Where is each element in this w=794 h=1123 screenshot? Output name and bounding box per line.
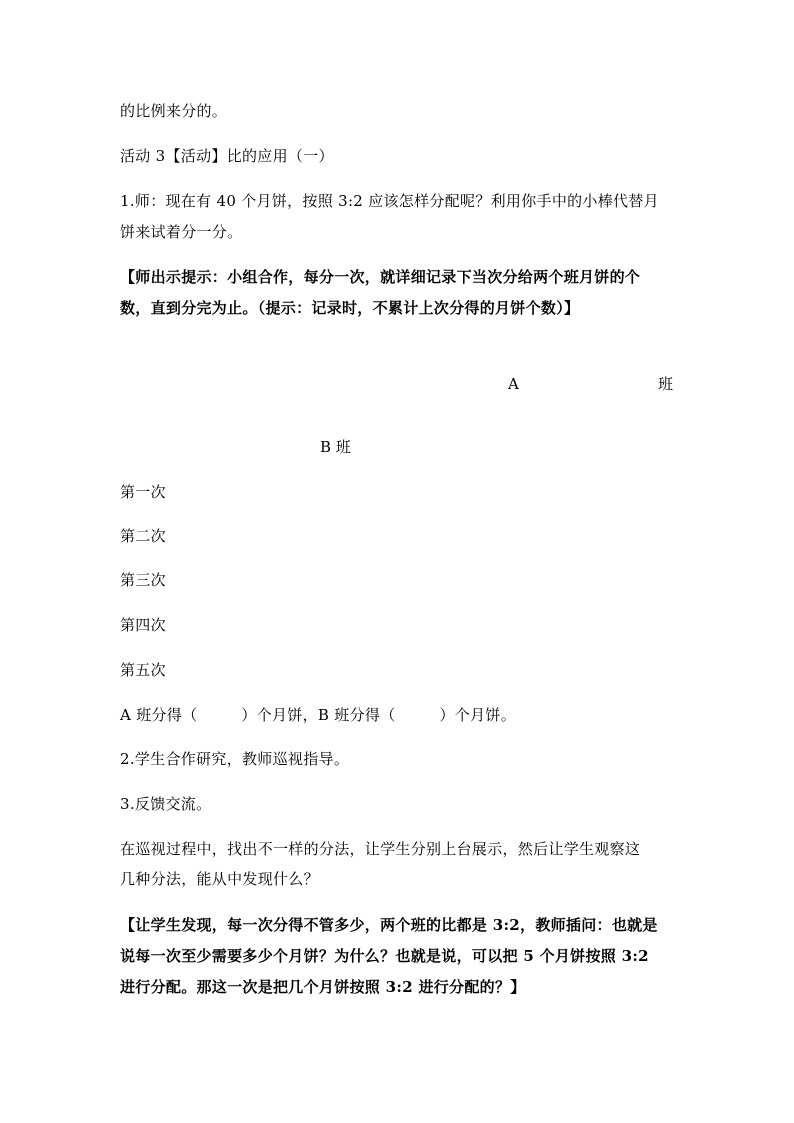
table-row-label-5: 第五次: [120, 661, 166, 679]
step-3: 3.反馈交流。: [120, 795, 212, 813]
summary-part-3: ）个月饼。: [439, 706, 517, 724]
summary-part-2: ）个月饼，B 班分得（: [241, 706, 396, 724]
table-header-b: B 班: [320, 438, 351, 456]
summary-part-1: A 班分得（: [120, 706, 198, 724]
hint-line-2: 数，直到分完为止。（提示：记录时，不累计上次分得的月饼个数）】: [120, 299, 580, 317]
observation-line-2: 几种分法，能从中发现什么？: [120, 870, 319, 888]
paragraph-intro-tail: 的比例来分的。: [120, 102, 228, 120]
table-row-label-2: 第二次: [120, 527, 166, 545]
question-1-line-2: 饼来试着分一分。: [120, 223, 243, 241]
table-header-a-letter: A: [508, 375, 519, 393]
discussion-line-1: 【让学生发现，每一次分得不管多少，两个班的比都是 3:2，教师插问：也就是: [120, 916, 658, 934]
discussion-line-2: 说每一次至少需要多少个月饼？为什么？也就是说，可以把 5 个月饼按照 3:2: [120, 947, 649, 965]
table-header-a-class: 班: [658, 375, 674, 393]
table-row-label-1: 第一次: [120, 483, 166, 501]
observation-line-1: 在巡视过程中，找出不一样的分法，让学生分别上台展示，然后让学生观察这: [120, 840, 641, 858]
table-row-label-3: 第三次: [120, 571, 166, 589]
step-2: 2.学生合作研究，教师巡视指导。: [120, 750, 350, 768]
summary-fill-in-line: [120, 705, 516, 725]
activity-heading: 活动 3【活动】比的应用（一）: [120, 147, 334, 165]
question-1-line-1: 1.师：现在有 40 个月饼，按照 3:2 应该怎样分配呢？利用你手中的小棒代替月: [120, 192, 659, 210]
discussion-line-3: 进行分配。那这一次是把几个月饼按照 3:2 进行分配的？】: [120, 978, 526, 996]
hint-line-1: 【师出示提示：小组合作，每分一次，就详细记录下当次分给两个班月饼的个: [120, 268, 641, 286]
table-row-label-4: 第四次: [120, 616, 166, 634]
